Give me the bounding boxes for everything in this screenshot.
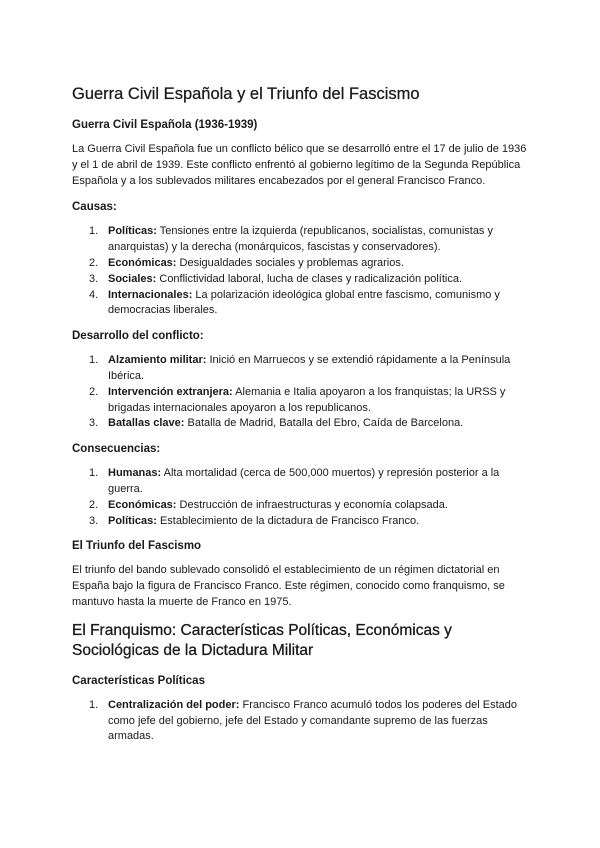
list-item-text: Inició en Marruecos y se extendió rápidamente a la Península Ibérica. (108, 354, 511, 382)
section-heading-caracteristicas-politicas: Características Políticas (72, 674, 205, 687)
list-number: 4. (89, 288, 99, 301)
list-number: 2. (89, 498, 99, 511)
section-heading-consecuencias: Consecuencias: (72, 443, 161, 456)
list-item-text: Conflictividad laboral, lucha de clases y radicalización política. (156, 272, 463, 285)
list-desarrollo (72, 353, 532, 432)
section-heading-causas: Causas: (72, 201, 117, 214)
paragraph-triunfo: El triunfo del bando sublevado consolidó el establecimiento de un régimen dictatorial en España bajo la figura de Francisco Franco. Este régimen, conocido como franquismo, se mantuvo hasta la muerte de Franco en 1975. (72, 564, 505, 608)
list-item-text: Batalla de Madrid, Batalla del Ebro, Caída de Barcelona. (184, 417, 464, 430)
list-consecuencias (72, 466, 532, 529)
list-number: 1. (89, 698, 99, 711)
list-caracteristicas-politicas (72, 698, 532, 745)
section-heading-guerra-civil: Guerra Civil Española (1936-1939) (72, 119, 258, 131)
list-number: 1. (89, 467, 99, 480)
list-number: 1. (89, 354, 99, 367)
list-item-label: Políticas: (108, 514, 157, 527)
list-item-label: Humanas: (108, 467, 162, 480)
list-number: 2. (89, 256, 99, 269)
list-number: 3. (89, 272, 99, 285)
list-item-label: Económicas: (108, 498, 177, 511)
section-title-franquismo: El Franquismo: Características Políticas, Económicas y Sociológicas de la Dictadura Militar (72, 621, 452, 659)
list-item (72, 466, 532, 498)
list-number: 3. (89, 514, 99, 527)
list-item-label: Políticas: (108, 225, 157, 238)
list-item-text: Alta mortalidad (cerca de 500,000 muertos) y represión posterior a la guerra. (108, 467, 500, 495)
document-title: Guerra Civil Española y el Triunfo del Fascismo (72, 85, 420, 103)
list-item-text: La polarización ideológica global entre fascismo, comunismo y democracias liberales. (108, 288, 500, 317)
list-item (72, 416, 532, 432)
paragraph-intro: La Guerra Civil Española fue un conflicto bélico que se desarrolló entre el 17 de julio de 1936 y el 1 de abril de 1939. Este conflicto enfrentó al gobierno legítimo de la Segunda República Española y a los sublevados militares encabezados por el general Francisco Franco. (72, 143, 527, 187)
list-item-label: Intervención extranjera: (108, 385, 233, 398)
list-item-text: Establecimiento de la dictadura de Francisco Franco. (156, 514, 420, 527)
list-number: 3. (89, 417, 99, 430)
list-item (72, 256, 532, 272)
list-item (72, 224, 532, 256)
list-item-label: Sociales: (108, 272, 157, 285)
list-item-label: Internacionales: (108, 288, 193, 301)
list-number: 1. (89, 225, 99, 238)
list-item-text: Francisco Franco acumuló todos los poderes del Estado como jefe del gobierno, jefe del Estado y comandante supremo de las fuerzas armadas. (108, 698, 518, 743)
list-item-text: Desigualdades sociales y problemas agrarios. (176, 256, 404, 269)
list-item-text: Alemania e Italia apoyaron a los franquistas; la URSS y brigadas internacionales apoyaron a los republicanos. (108, 385, 506, 414)
document-body (72, 84, 532, 745)
list-item (72, 288, 532, 320)
list-item (72, 498, 532, 514)
list-item-label: Centralización del poder: (108, 698, 240, 711)
section-heading-desarrollo: Desarrollo del conflicto: (72, 330, 204, 343)
list-item (72, 385, 532, 417)
list-item-label: Económicas: (108, 256, 177, 269)
list-number: 2. (89, 385, 99, 398)
section-heading-triunfo: El Triunfo del Fascismo (72, 540, 202, 553)
list-item (72, 272, 532, 288)
list-item-text: Destrucción de infraestructuras y economía colapsada. (176, 498, 448, 511)
list-item-text: Tensiones entre la izquierda (republicanos, socialistas, comunistas y anarquistas) y la derecha (monárquicos, fascistas y conservadores). (108, 225, 493, 254)
list-item (72, 698, 532, 745)
list-item (72, 514, 532, 530)
list-item-label: Batallas clave: (108, 417, 185, 430)
list-item-label: Alzamiento militar: (108, 354, 207, 367)
list-item (72, 353, 532, 385)
list-causas (72, 224, 532, 319)
